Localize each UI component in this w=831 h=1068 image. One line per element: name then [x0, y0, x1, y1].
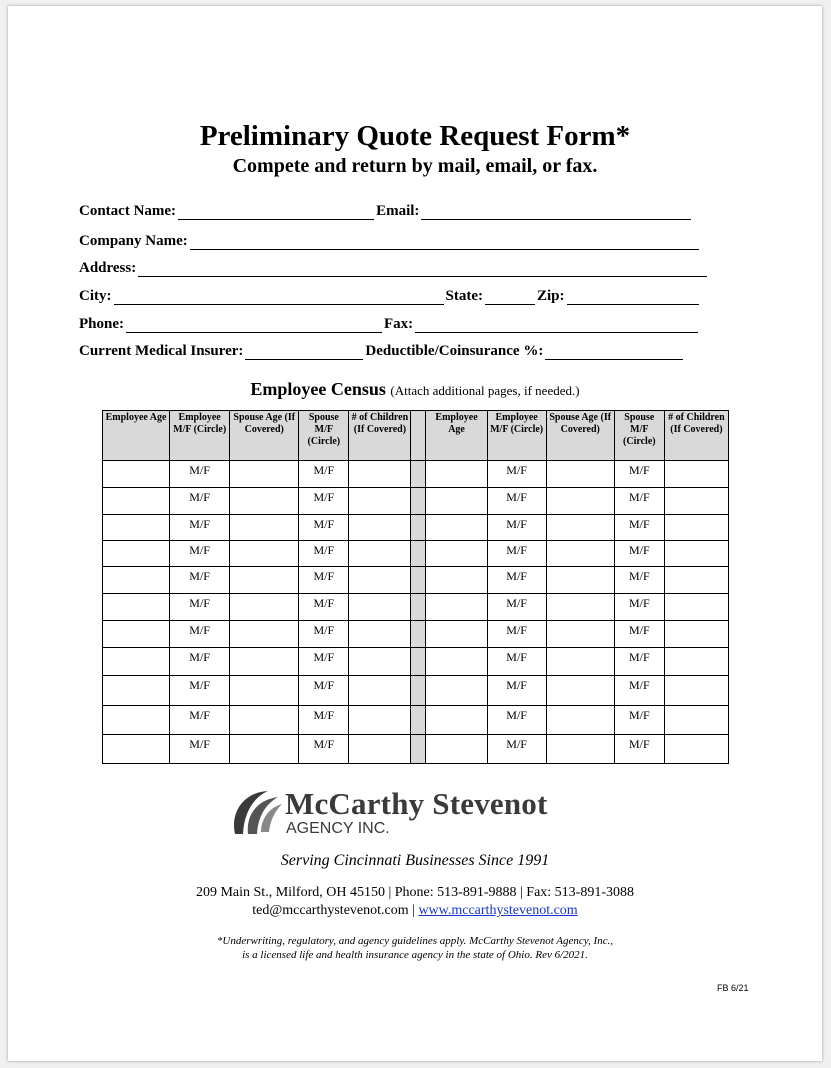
current-insurer-field[interactable]	[245, 345, 363, 360]
spouse-age-cell[interactable]	[546, 567, 614, 594]
employee-age-cell[interactable]	[426, 676, 487, 706]
spouse-age-cell[interactable]	[546, 648, 614, 676]
census-note: (Attach additional pages, if needed.)	[390, 383, 580, 398]
employee-age-cell[interactable]	[426, 648, 487, 676]
children-cell[interactable]	[349, 567, 411, 594]
spouse-age-cell[interactable]	[230, 515, 299, 541]
form-code: FB 6/21	[717, 983, 749, 993]
agency-contact-line	[0, 903, 830, 919]
employee-mf-cell[interactable]: M/F	[170, 461, 230, 488]
disclaimer-line-1: *Underwriting, regulatory, and agency guidelines apply. McCarthy Stevenot Agency, Inc.,	[216, 935, 614, 947]
children-cell[interactable]	[349, 621, 411, 648]
employee-mf-cell[interactable]: M/F	[487, 621, 546, 648]
employee-mf-cell[interactable]: M/F	[487, 515, 546, 541]
children-cell[interactable]	[664, 621, 728, 648]
spouse-mf-cell[interactable]: M/F	[614, 515, 664, 541]
email-field[interactable]	[421, 205, 691, 220]
insurer-row	[79, 343, 685, 360]
spouse-age-cell[interactable]	[230, 676, 299, 706]
employee-age-cell[interactable]	[103, 648, 170, 676]
employee-mf-cell[interactable]: M/F	[487, 567, 546, 594]
table-row	[103, 648, 729, 676]
zip-label: Zip:	[537, 288, 565, 304]
employee-mf-cell[interactable]: M/F	[487, 541, 546, 567]
spouse-mf-cell[interactable]: M/F	[614, 676, 664, 706]
spouse-mf-cell[interactable]: M/F	[614, 594, 664, 621]
children-cell[interactable]	[349, 735, 411, 764]
employee-age-cell[interactable]	[426, 567, 487, 594]
zip-field[interactable]	[567, 290, 699, 305]
children-cell[interactable]	[664, 648, 728, 676]
spouse-mf-cell[interactable]: M/F	[614, 488, 664, 515]
spouse-age-cell[interactable]	[546, 706, 614, 735]
column-separator	[411, 567, 426, 594]
employee-age-cell[interactable]	[426, 488, 487, 515]
table-row	[103, 594, 729, 621]
spouse-mf-cell[interactable]: M/F	[614, 621, 664, 648]
employee-mf-cell[interactable]: M/F	[170, 706, 230, 735]
current-insurer-label: Current Medical Insurer:	[79, 343, 244, 359]
children-cell[interactable]	[664, 594, 728, 621]
children-cell[interactable]	[664, 735, 728, 764]
contact-divider: |	[412, 903, 415, 918]
employee-mf-cell[interactable]: M/F	[170, 488, 230, 515]
children-cell[interactable]	[349, 488, 411, 515]
spouse-mf-cell[interactable]: M/F	[299, 567, 349, 594]
employee-mf-cell[interactable]: M/F	[170, 594, 230, 621]
table-row	[103, 621, 729, 648]
agency-name: McCarthy Stevenot	[285, 786, 548, 821]
contact-email-row	[79, 203, 693, 220]
spouse-mf-cell[interactable]: M/F	[299, 488, 349, 515]
children-cell[interactable]	[664, 676, 728, 706]
spouse-age-cell[interactable]	[546, 515, 614, 541]
employee-age-cell[interactable]	[426, 515, 487, 541]
employee-mf-cell[interactable]: M/F	[487, 488, 546, 515]
employee-mf-cell[interactable]: M/F	[487, 461, 546, 488]
column-separator	[411, 676, 426, 706]
employee-mf-cell[interactable]: M/F	[170, 735, 230, 764]
employee-age-cell[interactable]	[103, 706, 170, 735]
children-cell[interactable]	[664, 488, 728, 515]
employee-mf-cell[interactable]: M/F	[487, 735, 546, 764]
employee-age-cell[interactable]	[103, 488, 170, 515]
employee-age-cell[interactable]	[426, 621, 487, 648]
children-cell[interactable]	[664, 567, 728, 594]
column-separator	[411, 735, 426, 764]
employee-age-cell[interactable]	[103, 676, 170, 706]
employee-age-cell[interactable]	[103, 515, 170, 541]
column-separator	[411, 706, 426, 735]
contact-name-label: Contact Name:	[79, 203, 177, 219]
table-row	[103, 735, 729, 764]
spouse-age-cell[interactable]	[230, 706, 299, 735]
agency-subtitle: AGENCY INC.	[286, 820, 390, 837]
employee-mf-cell[interactable]: M/F	[170, 648, 230, 676]
spouse-age-cell[interactable]	[546, 676, 614, 706]
spouse-age-cell[interactable]	[230, 541, 299, 567]
fax-field[interactable]	[415, 318, 698, 333]
table-row	[103, 461, 729, 488]
children-cell[interactable]	[349, 594, 411, 621]
spouse-age-cell[interactable]	[546, 594, 614, 621]
spouse-mf-cell[interactable]: M/F	[299, 735, 349, 764]
column-separator	[411, 621, 426, 648]
form-title: Preliminary Quote Request Form*	[199, 120, 631, 152]
agency-address: 209 Main St., Milford, OH 45150 | Phone: 513-891-9888 | Fax: 513-891-3088	[195, 885, 635, 900]
header-children: # of Children (If Covered)	[349, 411, 411, 461]
employee-mf-cell[interactable]: M/F	[170, 541, 230, 567]
deductible-field[interactable]	[545, 345, 683, 360]
state-label: State:	[445, 288, 483, 304]
employee-age-cell[interactable]	[103, 594, 170, 621]
spouse-age-cell[interactable]	[546, 461, 614, 488]
children-cell[interactable]	[349, 461, 411, 488]
employee-age-cell[interactable]	[426, 461, 487, 488]
state-field[interactable]	[485, 290, 535, 305]
table-row	[103, 515, 729, 541]
agency-website-link[interactable]: www.mccarthystevenot.com	[418, 903, 578, 918]
table-row	[103, 676, 729, 706]
spouse-age-cell[interactable]	[230, 594, 299, 621]
employee-mf-cell[interactable]: M/F	[170, 621, 230, 648]
spouse-age-cell[interactable]	[546, 735, 614, 764]
census-heading	[0, 379, 830, 400]
spouse-age-cell[interactable]	[546, 621, 614, 648]
employee-mf-cell[interactable]: M/F	[487, 676, 546, 706]
spouse-age-cell[interactable]	[230, 621, 299, 648]
children-cell[interactable]	[349, 706, 411, 735]
column-separator	[411, 411, 426, 461]
spouse-mf-cell[interactable]: M/F	[299, 541, 349, 567]
fax-label: Fax:	[384, 316, 414, 332]
spouse-mf-cell[interactable]: M/F	[299, 706, 349, 735]
spouse-mf-cell[interactable]: M/F	[614, 461, 664, 488]
spouse-mf-cell[interactable]: M/F	[614, 735, 664, 764]
employee-mf-cell[interactable]: M/F	[170, 676, 230, 706]
company-name-field[interactable]	[190, 235, 699, 250]
children-cell[interactable]	[664, 541, 728, 567]
spouse-age-cell[interactable]	[230, 648, 299, 676]
spouse-mf-cell[interactable]: M/F	[614, 541, 664, 567]
column-separator	[411, 594, 426, 621]
spouse-mf-cell[interactable]: M/F	[299, 648, 349, 676]
employee-mf-cell[interactable]: M/F	[487, 706, 546, 735]
census-header-row	[103, 411, 729, 461]
header-spouse-mf: Spouse M/F (Circle)	[299, 411, 349, 461]
city-state-zip-row	[79, 288, 701, 305]
spouse-age-cell[interactable]	[230, 488, 299, 515]
employee-age-cell[interactable]	[103, 735, 170, 764]
spouse-mf-cell[interactable]: M/F	[299, 515, 349, 541]
table-row	[103, 488, 729, 515]
agency-logo-icon	[230, 788, 284, 838]
employee-census-table	[102, 410, 729, 764]
spouse-mf-cell[interactable]: M/F	[299, 621, 349, 648]
city-field[interactable]	[114, 290, 444, 305]
header-spouse-age: Spouse Age (If Covered)	[546, 411, 614, 461]
children-cell[interactable]	[349, 541, 411, 567]
children-cell[interactable]	[349, 515, 411, 541]
contact-name-field[interactable]	[178, 205, 374, 220]
spouse-age-cell[interactable]	[230, 735, 299, 764]
table-row	[103, 541, 729, 567]
address-row	[79, 260, 709, 277]
employee-age-cell[interactable]	[426, 706, 487, 735]
disclaimer-line-2: is a licensed life and health insurance agency in the state of Ohio. Rev 6/2021.	[242, 949, 588, 961]
children-cell[interactable]	[664, 461, 728, 488]
agency-tagline: Serving Cincinnati Businesses Since 1991	[280, 852, 550, 869]
agency-email: ted@mccarthystevenot.com	[252, 903, 409, 918]
spouse-mf-cell[interactable]: M/F	[614, 706, 664, 735]
children-cell[interactable]	[349, 676, 411, 706]
header-employee-age: Employee Age	[103, 411, 170, 461]
address-field[interactable]	[138, 262, 707, 277]
company-name-label: Company Name:	[79, 233, 188, 249]
spouse-mf-cell[interactable]: M/F	[614, 648, 664, 676]
column-separator	[411, 488, 426, 515]
deductible-label: Deductible/Coinsurance %:	[365, 343, 544, 359]
phone-field[interactable]	[126, 318, 382, 333]
employee-age-cell[interactable]	[103, 541, 170, 567]
phone-fax-row	[79, 316, 700, 333]
employee-age-cell[interactable]	[426, 594, 487, 621]
column-separator	[411, 541, 426, 567]
employee-mf-cell[interactable]: M/F	[170, 567, 230, 594]
header-employee-mf: Employee M/F (Circle)	[487, 411, 546, 461]
spouse-age-cell[interactable]	[230, 461, 299, 488]
header-employee-mf: Employee M/F (Circle)	[170, 411, 230, 461]
address-label: Address:	[79, 260, 137, 276]
employee-mf-cell[interactable]: M/F	[170, 515, 230, 541]
employee-age-cell[interactable]	[426, 541, 487, 567]
employee-age-cell[interactable]	[103, 621, 170, 648]
spouse-mf-cell[interactable]: M/F	[614, 567, 664, 594]
employee-age-cell[interactable]	[426, 735, 487, 764]
header-spouse-mf: Spouse M/F (Circle)	[614, 411, 664, 461]
column-separator	[411, 515, 426, 541]
spouse-mf-cell[interactable]: M/F	[299, 594, 349, 621]
header-spouse-age: Spouse Age (If Covered)	[230, 411, 299, 461]
employee-mf-cell[interactable]: M/F	[487, 648, 546, 676]
census-title: Employee Census	[250, 379, 386, 399]
header-children: # of Children (If Covered)	[664, 411, 728, 461]
city-label: City:	[79, 288, 112, 304]
children-cell[interactable]	[664, 515, 728, 541]
employee-age-cell[interactable]	[103, 567, 170, 594]
header-employee-age: Employee Age	[426, 411, 487, 461]
children-cell[interactable]	[349, 648, 411, 676]
spouse-mf-cell[interactable]: M/F	[299, 676, 349, 706]
phone-label: Phone:	[79, 316, 124, 332]
employee-age-cell[interactable]	[103, 461, 170, 488]
column-separator	[411, 461, 426, 488]
children-cell[interactable]	[664, 706, 728, 735]
form-subtitle: Compete and return by mail, email, or fax.	[232, 155, 598, 177]
company-row	[79, 233, 701, 250]
column-separator	[411, 648, 426, 676]
spouse-age-cell[interactable]	[546, 541, 614, 567]
spouse-age-cell[interactable]	[230, 567, 299, 594]
table-row	[103, 567, 729, 594]
spouse-age-cell[interactable]	[546, 488, 614, 515]
employee-mf-cell[interactable]: M/F	[487, 594, 546, 621]
spouse-mf-cell[interactable]: M/F	[299, 461, 349, 488]
email-label: Email:	[376, 203, 420, 219]
table-row	[103, 706, 729, 735]
